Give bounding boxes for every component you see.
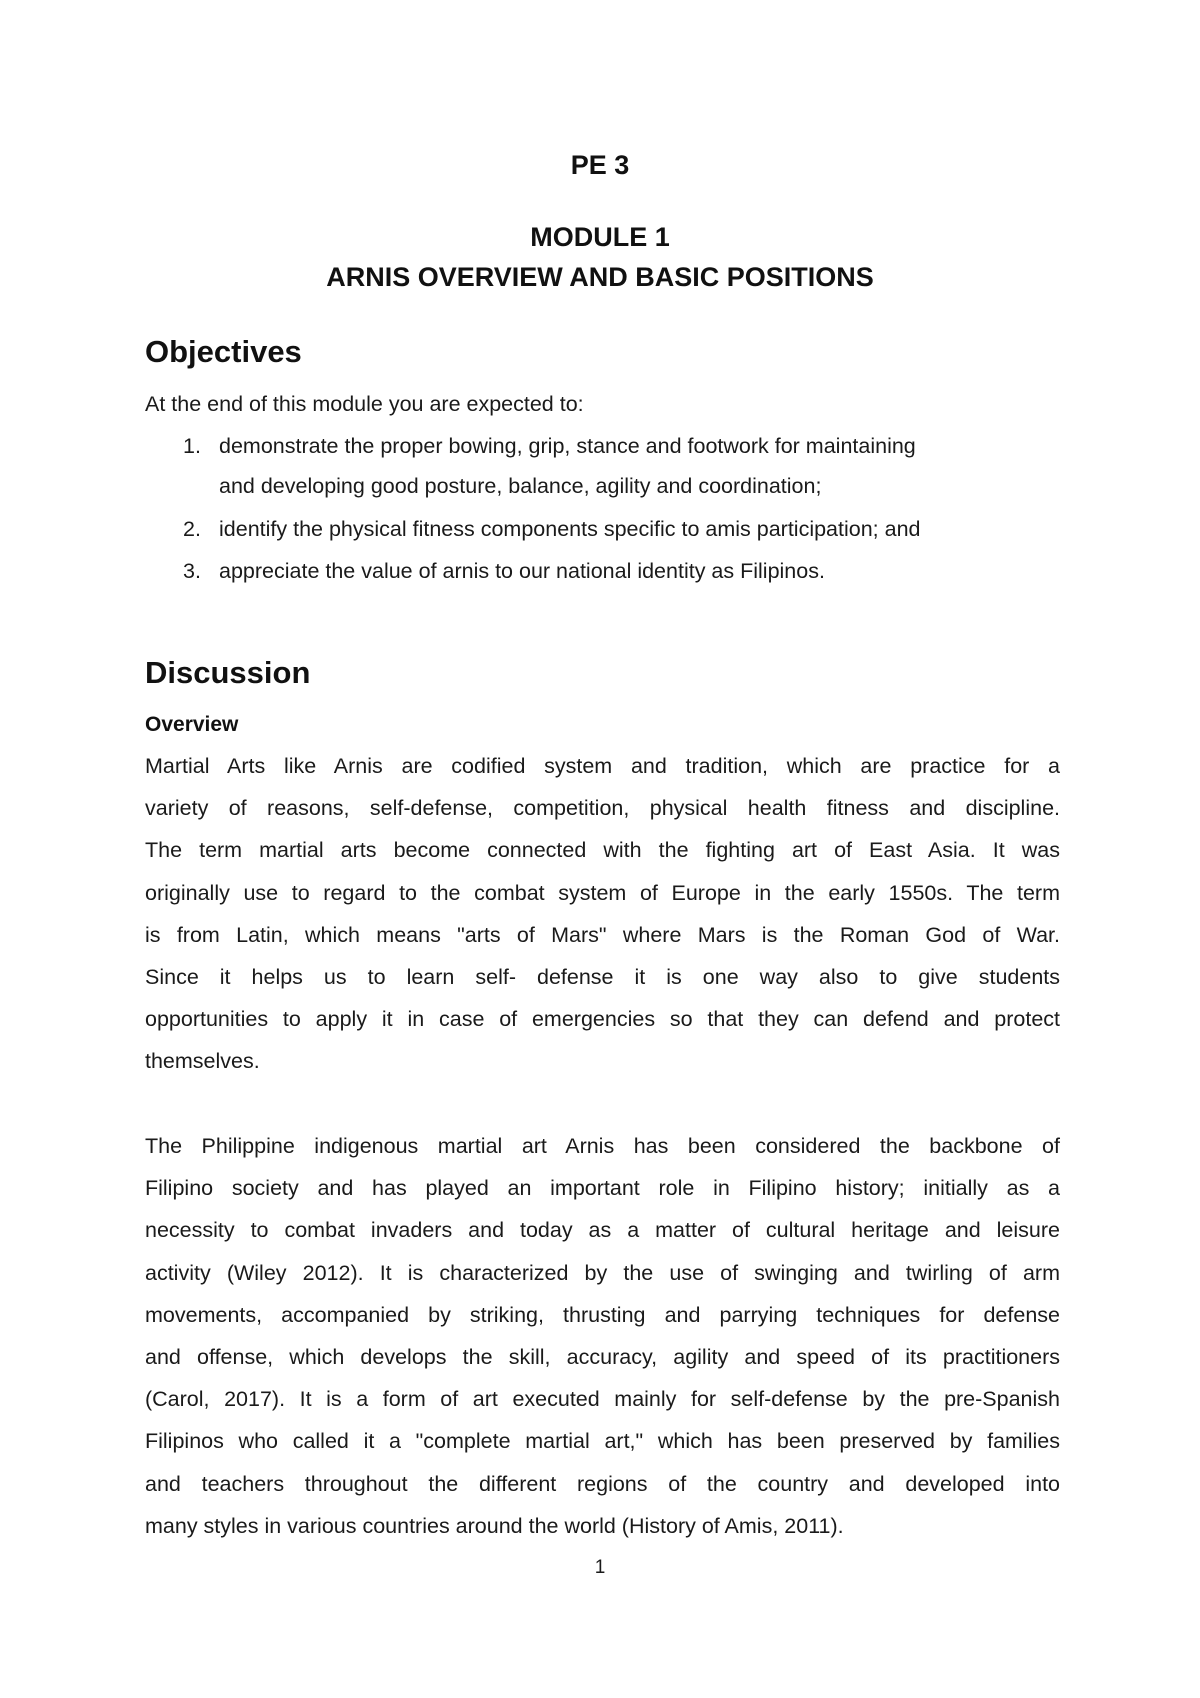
paragraph-line: necessity to combat invaders and today as a matter of cultural heritage and leisure: [145, 1218, 1060, 1243]
objectives-intro: At the end of this module you are expected to:: [145, 392, 584, 416]
overview-subheading: Overview: [145, 713, 239, 736]
objectives-heading: Objectives: [145, 334, 302, 369]
module-number: MODULE 1: [530, 222, 670, 252]
list-item: demonstrate the proper bowing, grip, stance and footwork for maintaining: [219, 434, 916, 458]
paragraph-line: The Philippine indigenous martial art Arnis has been considered the backbone of: [145, 1134, 1060, 1158]
list-number: 1.: [183, 434, 201, 458]
discussion-heading: Discussion: [145, 655, 311, 690]
list-item: identify the physical fitness components specific to amis participation; and: [219, 517, 921, 541]
paragraph-line: themselves.: [145, 1049, 260, 1074]
paragraph-line: and offense, which develops the skill, accuracy, agility and speed of its practitioners: [145, 1345, 1060, 1369]
list-item: appreciate the value of arnis to our national identity as Filipinos.: [219, 559, 825, 583]
paragraph-line: activity (Wiley 2012). It is characterized by the use of swinging and twirling of arm: [145, 1260, 1060, 1285]
paragraph-line: Filipinos who called it a "complete martial art," which has been preserved by families: [145, 1429, 1060, 1454]
paragraph-line: opportunities to apply it in case of emergencies so that they can defend and protect: [145, 1007, 1060, 1032]
paragraph-line: is from Latin, which means "arts of Mars" where Mars is the Roman God of War.: [145, 922, 1060, 947]
course-title: PE 3: [570, 150, 630, 180]
paragraph-line: The term martial arts become connected with the fighting art of East Asia. It was: [145, 838, 1060, 863]
list-number: 3.: [183, 559, 201, 583]
paragraph-line: movements, accompanied by striking, thrusting and parrying techniques for defense: [145, 1302, 1060, 1327]
paragraph-line: Since it helps us to learn self- defense it is one way also to give students: [145, 965, 1060, 989]
paragraph-line: originally use to regard to the combat system of Europe in the early 1550s. The term: [145, 880, 1060, 905]
list-number: 2.: [183, 517, 201, 541]
page-number: 1: [594, 1557, 606, 1578]
paragraph-line: Martial Arts like Arnis are codified system and tradition, which are practice for a: [145, 754, 1060, 778]
paragraph-line: Filipino society and has played an important role in Filipino history; initially as a: [145, 1176, 1060, 1201]
paragraph-line: variety of reasons, self-defense, competition, physical health fitness and discipline.: [145, 796, 1060, 821]
list-item: and developing good posture, balance, agility and coordination;: [219, 474, 822, 498]
paragraph-line: and teachers throughout the different regions of the country and developed into: [145, 1471, 1060, 1496]
paragraph-line: many styles in various countries around the world (History of Amis, 2011).: [145, 1513, 844, 1538]
paragraph-line: (Carol, 2017). It is a form of art executed mainly for self-defense by the pre-Spanish: [145, 1387, 1060, 1412]
module-title: ARNIS OVERVIEW AND BASIC POSITIONS: [326, 262, 874, 292]
